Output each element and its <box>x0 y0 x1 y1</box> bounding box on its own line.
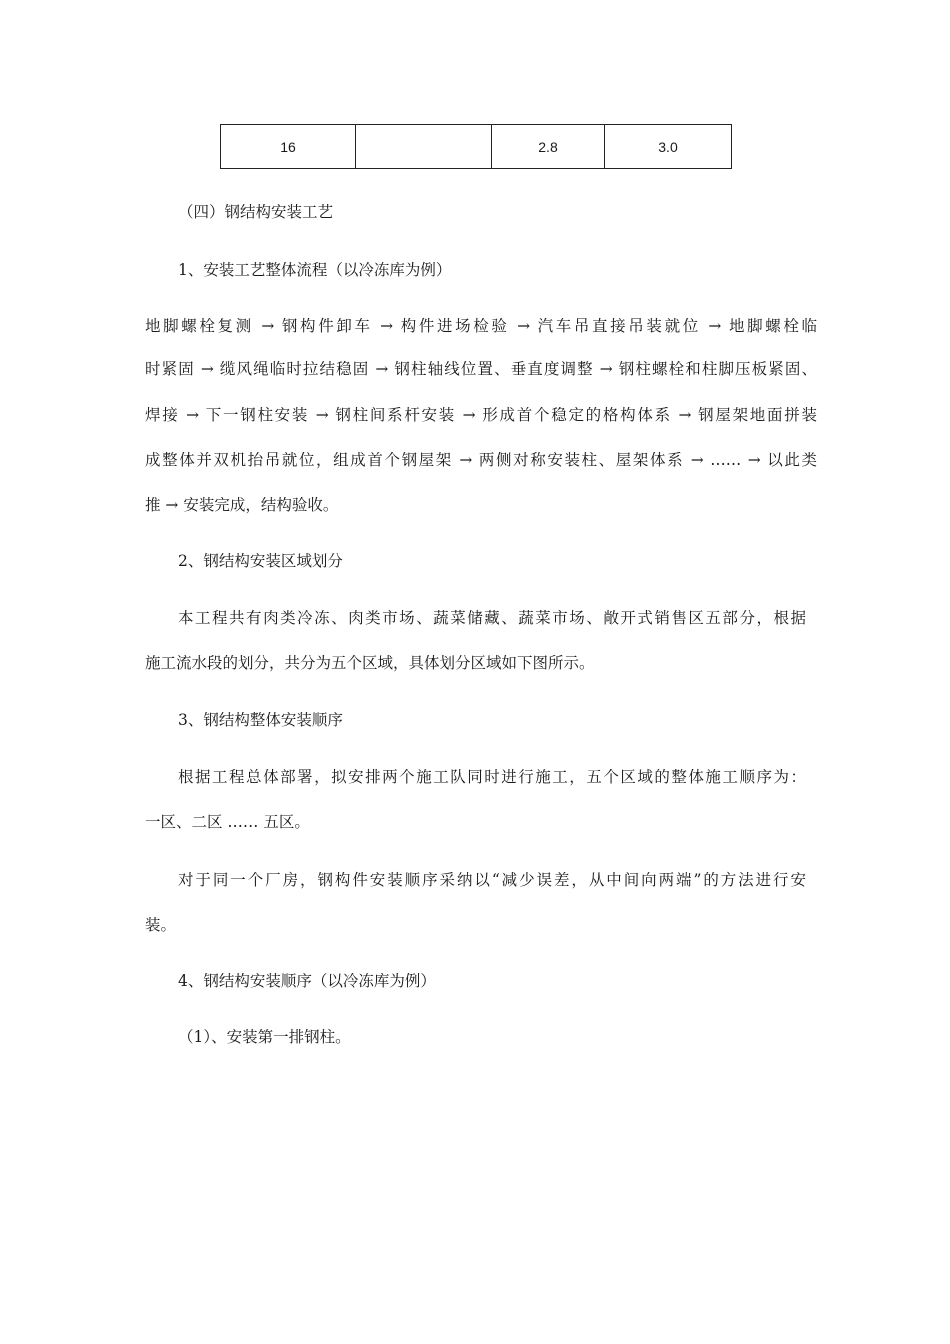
item1-line: 推 → 安装完成，结构验收。 <box>145 496 339 514</box>
item3-para2-line: 对于同一个厂房，钢构件安装顺序采纳以“减少误差，从中间向两端”的方法进行安 <box>178 871 806 889</box>
item1-line: 成整体并双机抬吊就位，组成首个钢屋架 → 两侧对称安装柱、屋架体系 → …… → 以此类 <box>145 451 817 469</box>
table-cell: 2.8 <box>492 125 605 169</box>
item1-heading: 1、安装工艺整体流程（以冷冻库为例） <box>178 261 452 279</box>
table-cell <box>356 125 492 169</box>
item2-heading: 2、钢结构安装区域划分 <box>178 552 343 570</box>
item4-heading: 4、钢结构安装顺序（以冷冻库为例） <box>178 972 436 990</box>
item3-heading: 3、钢结构整体安装顺序 <box>178 711 343 729</box>
table-cell: 3.0 <box>605 125 732 169</box>
item1-line: 地脚螺栓复测 → 钢构件卸车 → 构件进场检验 → 汽车吊直接吊装就位 → 地脚螺栓临 <box>145 317 817 335</box>
item2-line: 施工流水段的划分，共分为五个区域，具体划分区域如下图所示。 <box>145 654 595 672</box>
item3-para2-line: 装。 <box>145 916 177 934</box>
section-title: （四）钢结构安装工艺 <box>178 203 334 221</box>
table-cell: 16 <box>221 125 356 169</box>
item2-line: 本工程共有肉类冷冻、肉类市场、蔬菜储藏、蔬菜市场、敞开式销售区五部分，根据 <box>178 609 806 627</box>
item3-para1-line: 一区、二区 …… 五区。 <box>145 813 310 831</box>
table-row <box>221 125 732 169</box>
item4-sub1: （1）、安装第一排钢柱。 <box>178 1028 351 1046</box>
data-table <box>220 124 732 169</box>
item1-line: 焊接 → 下一钢柱安装 → 钢柱间系杆安装 → 形成首个稳定的格构体系 → 钢屋架地面拼装 <box>145 406 817 424</box>
item3-para1-line: 根据工程总体部署，拟安排两个施工队同时进行施工，五个区域的整体施工顺序为： <box>178 768 806 786</box>
item1-line: 时紧固 → 缆风绳临时拉结稳固 → 钢柱轴线位置、垂直度调整 → 钢柱螺栓和柱脚压板紧固、 <box>145 360 817 378</box>
